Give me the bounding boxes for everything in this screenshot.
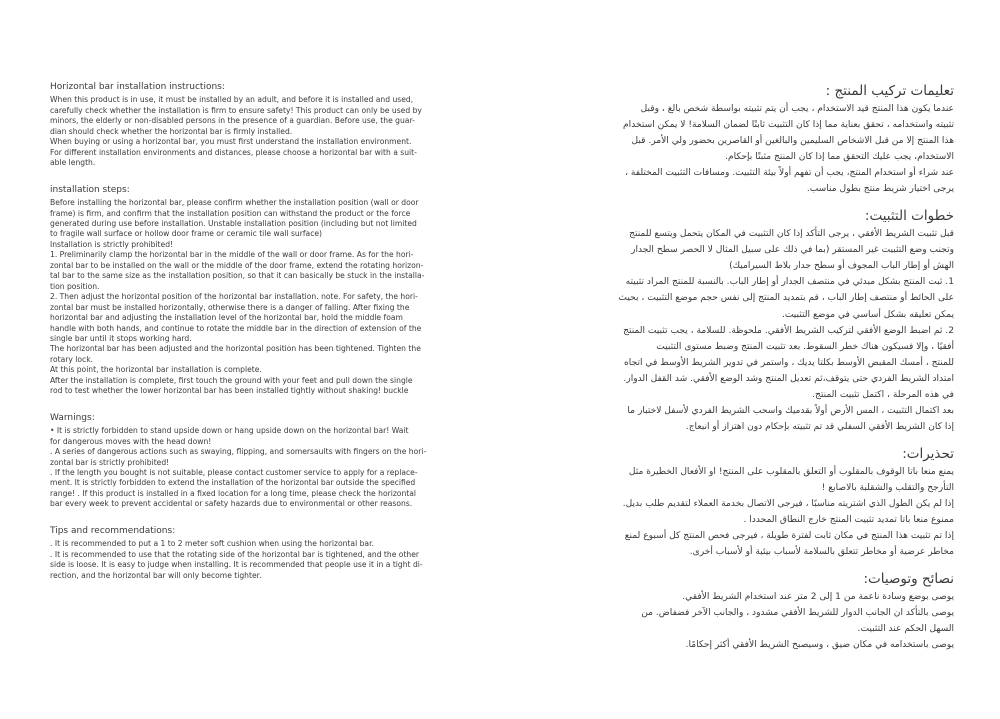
- en-line: The horizontal bar has been adjusted and the horizontal position has been tightened. Tighten the: [50, 344, 421, 354]
- ar-line: 1. ثبت المنتج بشكل مبدئي في منتصف الجدار أو إطار الباب. بالنسبة للمنتج المراد تثبيته: [625, 277, 954, 288]
- en-line: ment. It is strictly forbidden to extend the installation of the horizontal bar outside the specified: [50, 478, 416, 488]
- ar-line: مخاطر عرضية أو مخاطر تتعلق بالسلامة لأسباب بيئية أو لأسباب أخرى.: [689, 547, 954, 558]
- ar-heading-tips: نصائح وتوصيات:: [863, 571, 954, 588]
- ar-section-warnings: [530, 445, 954, 560]
- en-line: For different installation environments and distances, please choose a horizontal bar with a suit-: [50, 147, 417, 157]
- english-column: [50, 82, 482, 597]
- ar-line: يمكن تعليقه بشكل أساسي في موضع التثبيت.: [781, 309, 954, 320]
- en-line: single bar until it stops working hard.: [50, 333, 192, 343]
- en-line: • It is strictly forbidden to stand upside down or hang upside down on the horizontal bar! Wait: [50, 426, 409, 436]
- en-line: range! . If this product is installed in a fixed location for a long time, please check the horizontal: [50, 488, 417, 498]
- ar-section-installation-steps: [530, 207, 954, 435]
- en-line: . If the length you bought is not suitable, please contact customer service to apply for a replace-: [50, 467, 418, 477]
- en-line: When buying or using a horizontal bar, you must first understand the installation environment.: [50, 137, 412, 147]
- en-line: tal bar to the same size as the installation position, so that it can basically be stuck in the installa-: [50, 271, 425, 281]
- en-line: zontal bar is strictly prohibited!: [50, 457, 170, 467]
- ar-line: عند شراء أو استخدام المنتج، يجب أن تفهم أولاً بيئة التثبيت. ومسافات التثبيت المختلفة ،: [625, 168, 954, 179]
- en-section-warnings: [50, 413, 482, 510]
- ar-line: السهل الحكم عند التثبيت.: [857, 624, 954, 635]
- en-line: tion position.: [50, 281, 100, 291]
- ar-line: إذا كان الشريط الأفقي السفلي قد تم تثبيته بإحكام دون اهتزاز أو انبعاج.: [685, 421, 954, 432]
- ar-heading-warnings: تحذيرات:: [902, 445, 954, 462]
- ar-line: 2. ثم اضبط الوضع الأفقي لتركيب الشريط الأفقي. ملحوظة. للسلامة ، يجب تثبيت المنتج: [623, 325, 954, 336]
- en-line: rection, and the horizontal bar will only become tighter.: [50, 570, 262, 580]
- en-line: for dangerous moves with the head down!: [50, 436, 212, 446]
- en-line: When this product is in use, it must be installed by an adult, and before it is installed and used,: [50, 95, 414, 105]
- en-line: . A series of dangerous actions such as swaying, flipping, and somersaults with fingers on the hori-: [50, 447, 427, 457]
- en-line: Before installing the horizontal bar, please confirm whether the installation position (wall or door: [50, 198, 419, 208]
- en-line: 1. Preliminarily clamp the horizontal bar in the middle of the wall or door frame. As for the hori-: [50, 250, 414, 260]
- en-line: carefully check whether the installation is firm to ensure safety! This product can only be used by: [50, 105, 422, 115]
- ar-line: الهش أو إطار الباب المجوف أو سطح جدار بلاط السيراميك): [729, 261, 954, 272]
- en-section-installation-instructions: [50, 82, 482, 169]
- en-line: minors, the elderly or non-disabled persons in the presence of a guardian. Before use, the guar-: [50, 116, 415, 126]
- ar-line: امتداد الشريط الفردي حتى يتوقف،ثم تعديل المنتج وشد الوضع الأفقي. شد القفل الدوار.: [623, 373, 954, 384]
- ar-line: التأرجح والتقلب والشقلبة بالاصابع !: [821, 482, 954, 493]
- ar-line: إذا تم تثبيت هذا المنتج في مكان ثابت لفترة طويلة ، فيرجى فحص المنتج كل أسبوع لمنع: [624, 531, 954, 542]
- ar-line: يوصى بوضع وسادة ناعمة من 1 إلى 2 متر عند استخدام الشريط الأفقي.: [682, 592, 954, 603]
- ar-line: للمنتج ، أمسك المقبض الأوسط بكلتا يديك ، واستمر في تدوير الشريط الأوسط في اتجاه: [624, 357, 954, 368]
- ar-heading-installation-instructions: تعليمات تركيب المنتج :: [825, 83, 954, 99]
- arabic-column: [530, 82, 954, 663]
- en-line: . It is recommended to use that the rotating side of the horizontal bar is tightened, and the other: [50, 549, 420, 559]
- ar-line: بعد اكتمال التثبيت ، المس الأرض أولاً بقدميك واسحب الشريط الفردي لأسفل لاختبار ما: [627, 405, 954, 416]
- en-section-installation-steps: [50, 185, 482, 397]
- en-line: rotary lock.: [50, 354, 94, 364]
- en-line: 2. Then adjust the horizontal position of the horizontal bar installation. note. For safety, the hori-: [50, 292, 418, 302]
- en-line: able length.: [50, 158, 96, 168]
- ar-line: في هذه المرحلة ، اكتمل تثبيت المنتج.: [812, 389, 954, 400]
- ar-line: عندما يكون هذا المنتج قيد الاستخدام ، يجب أن يتم تثبيته بواسطة شخص بالغ ، وقبل: [640, 104, 954, 114]
- en-line: frame) is firm, and confirm that the installation position can withstand the product or the force: [50, 208, 411, 218]
- ar-line: وتجنب وضع التثبيت غير المستقر (بما في ذلك على سبيل المثال لا الحصر سطح الجدار: [631, 245, 954, 256]
- en-line: handle with both hands, and continue to rotate the middle bar in the direction of extension of the: [50, 323, 422, 333]
- ar-line: قبل تثبيت الشريط الأفقي ، يرجى التأكد إذا كان التثبيت في المكان يتحمل ويتسع للمنتج: [629, 229, 954, 240]
- ar-line: يرجى اختيار شريط منتج بطول مناسب.: [806, 184, 954, 195]
- ar-line: إذا لم يكن الطول الذي اشتريته مناسبًا ، فيرجى الاتصال بخدمة العملاء لتقديم طلب بديل.: [622, 498, 954, 509]
- ar-section-installation-instructions: [530, 82, 954, 197]
- en-line: zontal bar must be installed horizontally, otherwise there is a danger of falling. After fixing the: [50, 302, 410, 312]
- ar-line: أفقيًا ، وإلا فسيكون هناك خطر السقوط. بعد تثبيت المنتج وضبط مستوى التثبيت: [656, 341, 954, 352]
- en-line: horizontal bar and adjusting the installation level of the horizontal bar, hold the middle foam: [50, 313, 403, 323]
- en-line: dian should check whether the horizontal bar is firmly installed.: [50, 126, 293, 136]
- en-line: Installation is strictly prohibited!: [50, 239, 174, 249]
- en-heading-installation-steps: installation steps:: [50, 184, 130, 195]
- ar-line: يوصى باستخدامه في مكان ضيق ، وسيصبح الشريط الأفقي أكثر إحكامًا.: [685, 640, 954, 651]
- ar-line: هذا المنتج إلا من قبل الاشخاص السليمين والبالغين أو القاصرين بحضور ولي الأمر. قبل: [631, 136, 954, 147]
- ar-heading-installation-steps: خطوات التثبيت:: [864, 208, 954, 225]
- ar-line: ممنوع منعا باتا تمديد تثبيت المنتج خارج النطاق المحددا .: [743, 515, 954, 526]
- en-heading-warnings: Warnings:: [50, 412, 95, 423]
- en-line: bar every week to prevent accidental or safety hazards due to environmental or other reasons.: [50, 499, 413, 509]
- ar-line: على الحائط أو منتصف إطار الباب ، قم بتمديد المنتج إلى نفس حجم موضع التثبيت ، بحيث: [618, 293, 954, 304]
- ar-section-tips: [530, 570, 954, 653]
- en-line: to fragile wall surface or hollow door frame or ceramic tile wall surface): [50, 229, 323, 239]
- en-line: rod to test whether the lower horizontal bar has been installed tightly without shaking! buckle: [50, 386, 409, 396]
- en-line: generated during use before installation. Unstable installation position (including but not limited: [50, 218, 417, 228]
- ar-line: تثبيته واستخدامه ، تحقق بعناية مما إذا كان التثبيت ثابتًا لضمان السلامة! لا يمكن استخدام: [623, 120, 954, 131]
- en-heading-installation-instructions: Horizontal bar installation instructions:: [50, 82, 225, 92]
- en-heading-tips: Tips and recommendations:: [50, 525, 176, 536]
- ar-line: يمنع منعا باتا الوقوف بالمقلوب أو التعلق بالمقلوب على المنتج! او الأفعال الخطيرة مثل: [628, 466, 954, 477]
- en-line: After the installation is complete, first touch the ground with your feet and pull down the single: [50, 375, 413, 385]
- ar-line: يوصى بالتأكد ان الجانب الدوار للشريط الأفقي مشدود ، والجانب الآخر فضفاض. من: [641, 608, 954, 619]
- en-line: side is loose. It is easy to judge when installing. It is recommended that people use it in a tight di-: [50, 560, 423, 570]
- en-line: At this point, the horizontal bar installation is complete.: [50, 365, 262, 375]
- en-line: zontal bar to be installed on the wall or the middle of the door frame, extend the rotating horizon-: [50, 260, 424, 270]
- en-section-tips: [50, 526, 482, 581]
- en-line: . It is recommended to put a 1 to 2 meter soft cushion when using the horizontal bar.: [50, 539, 374, 549]
- ar-line: الاستخدام، يجب عليك التحقق مما إذا كان المنتج مثبتًا بإحكام.: [725, 152, 954, 163]
